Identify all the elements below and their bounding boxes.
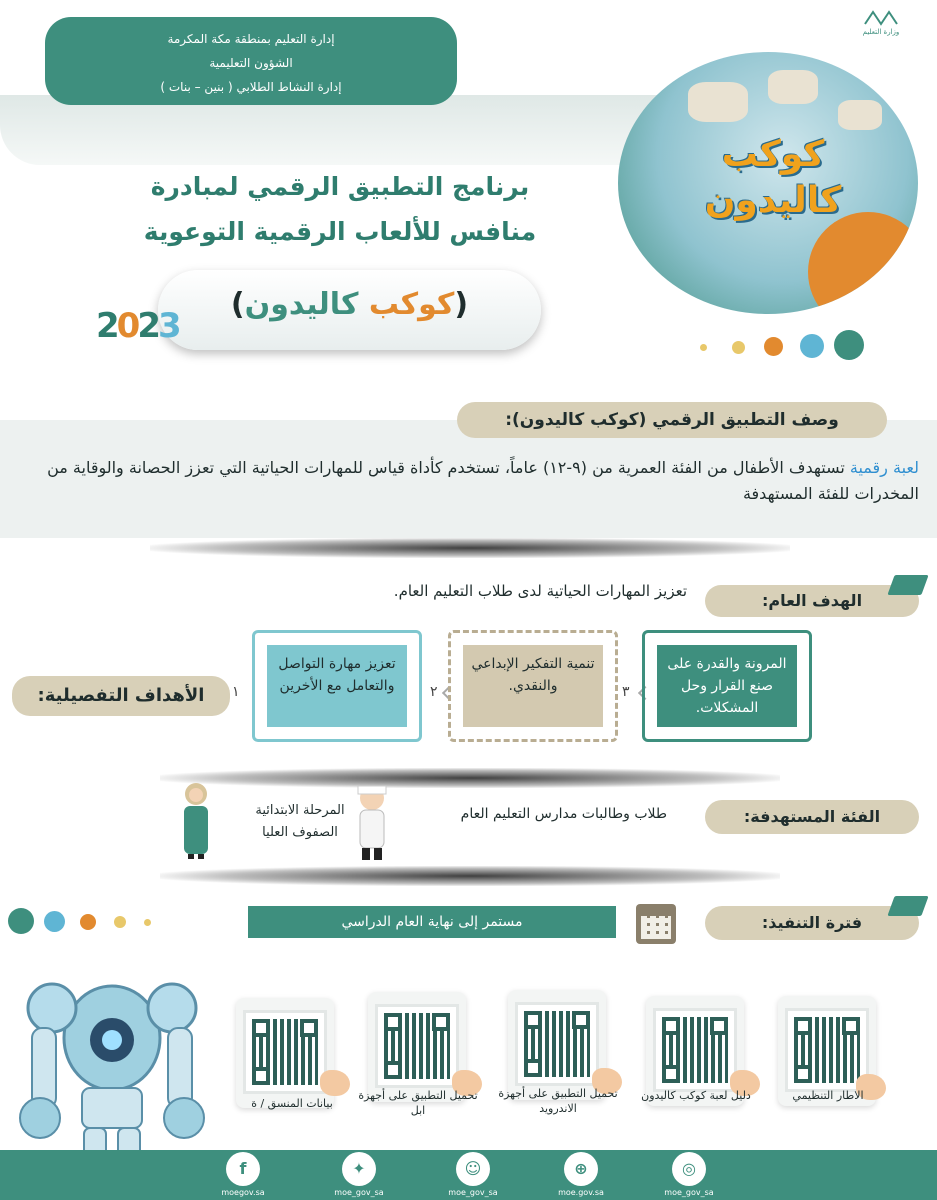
period-label-text: فترة التنفيذ: <box>761 913 863 932</box>
target-label <box>705 800 919 834</box>
goal-card-2-text: تنمية التفكير الإبداعي والنقدي. <box>463 645 603 727</box>
instagram-icon[interactable] <box>672 1152 706 1186</box>
section-divider-shadow <box>160 768 780 788</box>
game-name-pill <box>158 270 541 350</box>
orange-planet-shape <box>808 212 918 314</box>
facebook-glyph: f <box>239 1159 247 1178</box>
section-divider-shadow <box>160 866 780 886</box>
facebook-icon[interactable] <box>226 1152 260 1186</box>
top-band <box>0 95 660 165</box>
decor-dot <box>800 334 824 358</box>
ministry-logo-text: وزارة التعليم <box>862 28 900 36</box>
target-stage-line-2: الصفوف العليا <box>262 825 338 840</box>
qr-label-3: تحميل التطبيق على أجهزة الاندرويد <box>498 1087 618 1115</box>
header-line-2: الشؤون التعليمية <box>209 56 293 70</box>
ministry-logo <box>837 8 925 42</box>
goal-card-3-text: المرونة والقدرة على صنع القرار وحل المشكلات. <box>657 645 797 727</box>
year-digit: 2 <box>96 306 117 346</box>
globe-handle: moe.gov.sa <box>558 1188 604 1197</box>
rock-shape <box>768 70 818 104</box>
decor-dot <box>764 337 783 356</box>
game-name-word-2: كاليدون <box>244 287 359 322</box>
goal-card-2 <box>448 630 618 742</box>
period-bar: مستمر إلى نهاية العام الدراسي <box>248 906 616 938</box>
qr-label-1: الاطار التنظيمي <box>792 1089 864 1102</box>
general-goal-label <box>705 585 919 617</box>
target-label-text: الفئة المستهدفة: <box>743 807 881 826</box>
qr-code-icon[interactable] <box>243 1010 327 1094</box>
description-label <box>457 402 887 438</box>
paren-close: ) <box>230 287 245 322</box>
calendar-icon <box>636 904 676 944</box>
goal-card-1-text: تعزيز مهارة التواصل والتعامل مع الأخرين <box>267 645 407 727</box>
game-logo-line-2: كاليدون <box>704 180 842 221</box>
description-highlight: لعبة رقمية <box>849 458 919 477</box>
ministry-emblem-icon <box>861 8 901 26</box>
target-stage <box>240 800 360 844</box>
globe-icon[interactable] <box>564 1152 598 1186</box>
qr-label-4: تحميل التطبيق على أجهزة ابل <box>358 1089 478 1117</box>
paren-open: ( <box>454 287 469 322</box>
decor-dot <box>834 330 864 360</box>
snapchat-glyph: ☺ <box>464 1159 482 1178</box>
pointing-hand-icon <box>320 1070 350 1096</box>
twitter-handle: moe_gov_sa <box>334 1188 384 1197</box>
instagram-handle: moe_gov_sa <box>664 1188 714 1197</box>
game-name-word-1: كوكب <box>368 287 455 322</box>
header-box <box>45 17 457 105</box>
section-divider-shadow <box>150 538 790 558</box>
qr-label-5: بيانات المنسق / ة <box>251 1097 333 1110</box>
qr-code-icon[interactable] <box>653 1008 737 1092</box>
qr-code-icon[interactable] <box>515 1002 599 1086</box>
detailed-goals-label-text: الأهداف التفصيلية: <box>37 685 205 706</box>
page-title-line-2: منافس للألعاب الرقمية التوعوية <box>143 217 537 246</box>
year-2023 <box>96 306 179 346</box>
game-logo-artwork <box>618 52 918 314</box>
snapchat-icon[interactable] <box>456 1152 490 1186</box>
qr-code-icon[interactable] <box>375 1004 459 1088</box>
description-body: تستهدف الأطفال من الفئة العمرية من (٩-١٢) عاماً، تستخدم كأداة قياس للمهارات الحياتية التي تعزز الحصانة والوقاية من المخدرات للفئة المستهدفة <box>47 458 919 503</box>
target-text: طلاب وطالبات مدارس التعليم العام <box>460 806 667 822</box>
qr-card-5[interactable] <box>236 998 334 1108</box>
year-digit: 3 <box>158 306 179 346</box>
girl-character-icon <box>178 780 214 860</box>
target-stage-line-1: المرحلة الابتدائية <box>255 803 345 818</box>
description-label-text: وصف التطبيق الرقمي (كوكب كاليدون): <box>505 410 839 430</box>
year-digit: 2 <box>137 306 159 346</box>
label-tag-shape <box>887 896 928 916</box>
facebook-handle: moegov.sa <box>221 1188 265 1197</box>
period-label <box>705 906 919 940</box>
twitter-glyph: ✦ <box>352 1159 366 1178</box>
general-goal-label-text: الهدف العام: <box>761 591 863 610</box>
decor-dot <box>8 908 34 934</box>
rock-shape <box>688 82 748 122</box>
goal-step-number: ٢ <box>430 684 438 700</box>
game-logo-line-1: كوكب <box>721 134 825 175</box>
page-title-line-1: برنامج التطبيق الرقمي لمبادرة <box>150 172 530 201</box>
header-line-3: إدارة النشاط الطلابي ( بنين – بنات ) <box>160 80 342 94</box>
decor-dot <box>144 919 151 926</box>
description-text <box>19 455 919 507</box>
goal-step-number: ١ <box>232 684 240 700</box>
qr-label-2: دليل لعبة كوكب كاليدون <box>641 1089 751 1102</box>
year-digit: 0 <box>116 306 138 346</box>
rock-shape <box>838 100 882 130</box>
general-goal-text: تعزيز المهارات الحياتية لدى طلاب التعليم العام. <box>393 582 687 600</box>
header-line-1: إدارة التعليم بمنطقة مكة المكرمة <box>167 32 335 46</box>
twitter-icon[interactable] <box>342 1152 376 1186</box>
snapchat-handle: moe_gov_sa <box>448 1188 498 1197</box>
decor-dot <box>80 914 96 930</box>
instagram-glyph: ◎ <box>682 1159 696 1178</box>
goal-card-1 <box>252 630 422 742</box>
goal-card-3 <box>642 630 812 742</box>
decor-dot <box>700 344 707 351</box>
decor-dot <box>732 341 745 354</box>
label-tag-shape <box>887 575 928 595</box>
game-logo-text <box>658 132 888 224</box>
goal-step-number: ٣ <box>622 684 630 700</box>
globe-glyph: ⊕ <box>574 1159 588 1178</box>
decor-dot <box>44 911 65 932</box>
boy-character-icon <box>358 782 394 862</box>
decor-dot <box>114 916 126 928</box>
detailed-goals-label <box>12 676 230 716</box>
